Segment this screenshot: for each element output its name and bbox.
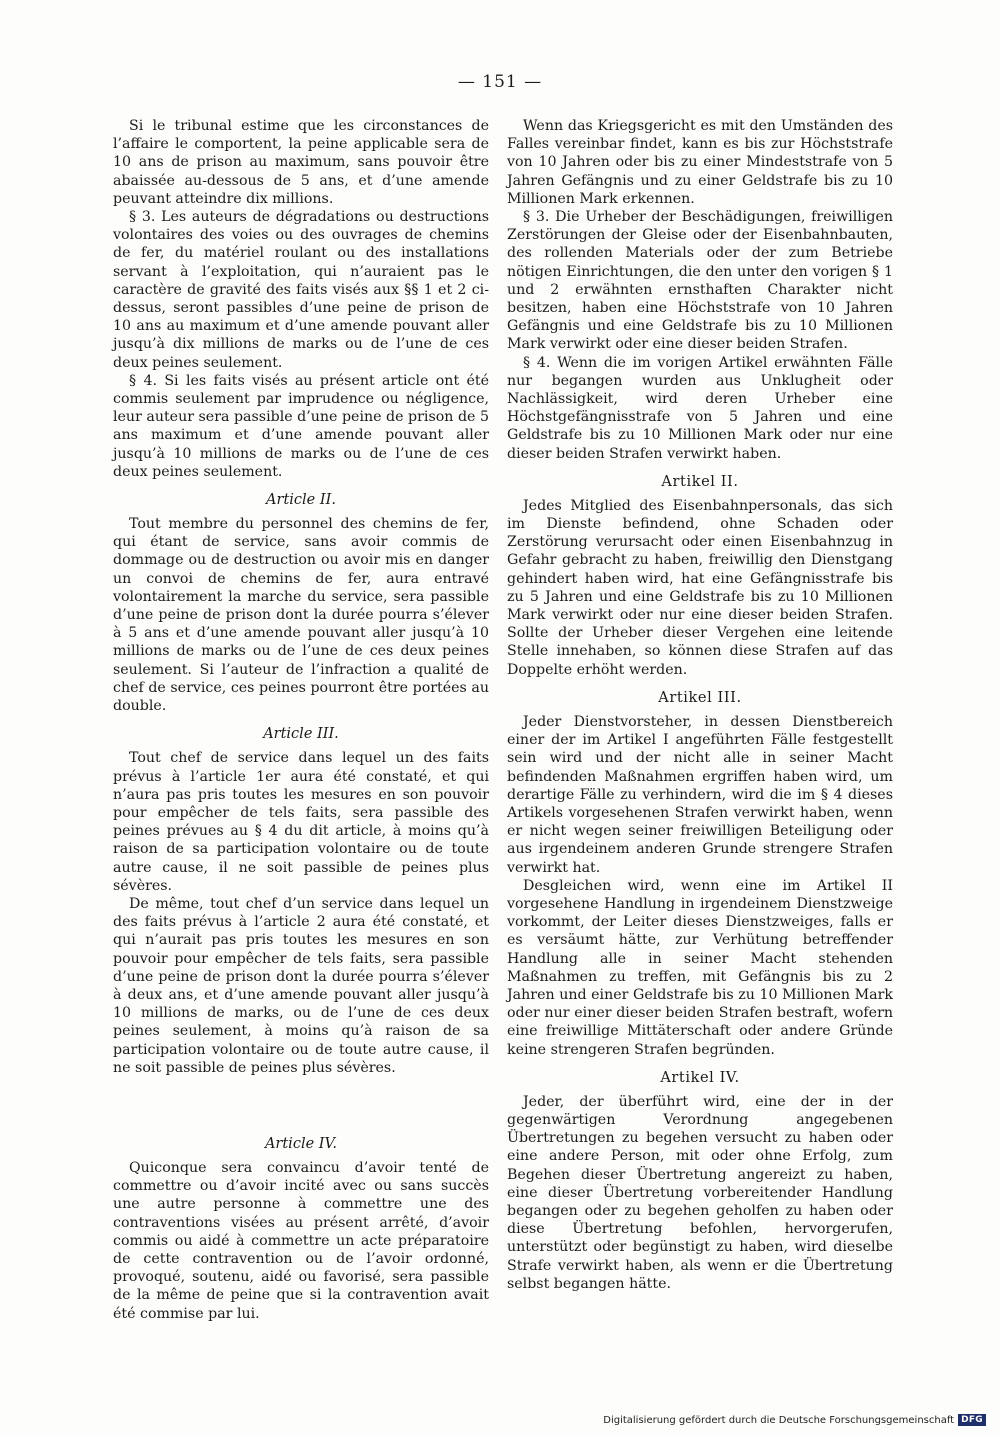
fr-spacer	[113, 1077, 489, 1125]
fr-section-4: § 4. Si les faits visés au présent article ont été commis seulement par imprudence ou négligence, leur auteur sera passible d’une peine de prison de 5 ans maximum et d’une amende pouvant aller jusqu’à 10 millions de marks ou de l’une de ces deux peines seulement.	[113, 372, 489, 480]
french-column	[113, 117, 489, 1323]
de-article-4-text: Jeder, der überführt wird, eine der in der gegenwärtigen Verordnung angegebenen Übertretungen zu begehen versucht zu haben oder eine andere Person, mit oder ohne Erfolg, zum Begehen dieser Übertretung angereizt zu haben, eine dieser Übertretung vorbereitender Handlung begangen oder zu begehen geholfen zu haben oder diese Übertretung befohlen, hervorgerufen, unterstützt oder begünstigt zu haben, wird dieselbe Strafe verwirkt haben, als wenn er die Übertretung selbst begangen hätte.	[507, 1093, 893, 1292]
digitization-credit	[603, 1414, 986, 1426]
fr-article-3-heading: Article III.	[263, 726, 339, 743]
de-section-3: § 3. Die Urheber der Beschädigungen, freiwilligen Zerstörungen der Gleise oder der Eisenbahnbauten, des rollenden Materials oder der zum Betriebe nötigen Einrichtungen, die den unter den vorigen § 1 und 2 erwähnten ernsthaften Charakter nicht besitzen, haben eine Höchststrafe von 10 Jahren Gefängnis und eine Geldstrafe bis zu 10 Millionen Mark verwirkt oder eine dieser beiden Strafen.	[507, 209, 893, 353]
de-article-2-heading: Artikel II.	[661, 473, 739, 490]
fr-article-2-heading: Article II.	[266, 492, 336, 509]
fr-article-3-paragraph-1: Tout chef de service dans lequel un des faits prévus à l’article 1er aura été constaté, et qui n’aura pas pris toutes les mesures en son pouvoir pour empêcher de tels faits, sera passible des peines prévues au § 4 du dit article, à moins qu’à raison de sa participation volontaire ou de toute autre cause, il ne soit passible de peines plus sévères.	[113, 750, 489, 894]
credit-text: Digitalisierung gefördert durch die Deutsche Forschungsgemeinschaft	[603, 1414, 955, 1426]
fr-article-4-text: Quiconque sera convaincu d’avoir tenté de commettre ou d’avoir incité avec ou sans succès une autre personne à commettre une des contraventions visées au présent arrêté, d’avoir commis ou aidé à commettre un acte préparatoire de cette contravention ou de l’avoir ordonné, provoqué, soutenu, aidé ou favorisé, sera passible de la même de peine que si la contravention avait été commise par lui.	[113, 1159, 489, 1322]
de-article-2-text: Jedes Mitglied des Eisenbahnpersonals, das sich im Dienste befindend, ohne Schaden oder Zerstörung verursacht oder einen Eisenbahnzug in Gefahr gebracht zu haben, freiwillig den Dienstgang gehindert haben wird, hat eine Gefängnisstrafe bis zu 5 Jahren und eine Geldstrafe bis zu 10 Millionen Mark verwirkt oder nur eine dieser beiden Strafen. Sollte der Urheber dieser Vergehen eine leitende Stelle innehaben, so können diese Strafen auf das Doppelte erhöht werden.	[507, 497, 893, 678]
page-number: — 151 —	[457, 72, 543, 92]
de-article-3-paragraph-1: Jeder Dienstvorsteher, in dessen Dienstbereich einer der im Artikel I angeführten Fälle festgestellt sein wird und der nicht alle in seiner Macht befindenden Maßnahmen ergriffen haben wird, um derartige Fälle zu verhindern, wird die im § 4 dieses Artikels vorgesehenen Strafen verwirkt haben, wenn er nicht wegen seiner freiwilligen Beteiligung oder aus irgendeinem anderen Grunde strengere Strafen verwirkt hat.	[507, 713, 893, 876]
dfg-logo-icon: DFG	[958, 1414, 986, 1426]
fr-section-3: § 3. Les auteurs de dégradations ou destructions volontaires des voies ou des ouvrages de chemins de fer, du matériel roulant ou des installations servant à l’exploitation, qui n’auraient pas le caractère de gravité des faits visés aux §§ 1 et 2 ci-dessus, seront passibles d’une peine de prison de 10 ans au maximum et d’une amende pouvant aller jusqu’à dix millions de marks ou de l’une de ces deux peines seulement.	[113, 209, 489, 371]
de-article-4-heading: Artikel IV.	[660, 1069, 740, 1086]
fr-intro-paragraph: Si le tribunal estime que les circonstances de l’affaire le comportent, la peine applicable sera de 10 ans de prison au maximum, sans pouvoir être abaissée au-dessous de 5 ans, et d’une amende peuvant atteindre dix millions.	[113, 118, 489, 207]
german-column	[507, 117, 893, 1293]
de-article-3-heading: Artikel III.	[658, 689, 742, 706]
fr-article-3-paragraph-2: De même, tout chef d’un service dans lequel un des faits prévus à l’article 2 aura été constaté, et qui n’aurait pas pris toutes les mesures en son pouvoir pour empêcher de tels faits, sera passible d’une peine de prison dont la durée pourra s’élever à deux ans, et d’une amende pouvant aller jusqu’à 10 millions de marks, ou de l’une de ces deux peines seulement, à moins qu’à raison de sa participation volontaire ou de toute autre cause, il ne soit passible de peines plus sévères.	[113, 895, 489, 1076]
de-article-3-paragraph-2: Desgleichen wird, wenn eine im Artikel II vorgesehene Handlung in irgendeinem Dienstzweige vorkommt, der Leiter dieses Dienstzweiges, falls er es versäumt hätte, zur Verhütung betreffender Handlung alle in seiner Macht stehenden Maßnahmen zu treffen, mit Gefängnis bis zu 2 Jahren und einer Geldstrafe bis zu 10 Millionen Mark oder nur einer dieser beiden Strafen bestraft, wofern eine freiwillige Mittäterschaft oder andere Gründe keine strengeren Strafen begründen.	[507, 877, 893, 1058]
de-intro-paragraph: Wenn das Kriegsgericht es mit den Umständen des Falles vereinbar findet, kann es bis zur Höchststrafe von 10 Jahren oder bis zu einer Mindeststrafe von 5 Jahren Gefängnis und zu einer Geldstrafe bis zu 10 Millionen Mark erkennen.	[507, 118, 893, 207]
de-section-4: § 4. Wenn die im vorigen Artikel erwähnten Fälle nur begangen wurden aus Unklugheit oder Nachlässigkeit, wird deren Urheber eine Höchstgefängnisstrafe von 5 Jahren und eine Geldstrafe bis zu 10 Millionen Mark oder nur eine dieser beiden Strafen verwirkt haben.	[507, 354, 893, 462]
fr-article-4-heading: Article IV.	[264, 1135, 338, 1152]
fr-article-2-text: Tout membre du personnel des chemins de fer, qui étant de service, sans avoir commis de dommage ou de destruction ou avoir mis en danger un convoi de chemins de fer, aura entravé volontairement la marche du service, sera passible d’une peine de prison dont la durée pourra s’élever à 5 ans et d’une amende pouvant aller jusqu’à 10 millions de marks ou de l’une de ces deux peines seulement. Si l’auteur de l’infraction a qualité de chef de service, ces peines pourront être portées au double.	[113, 516, 489, 715]
